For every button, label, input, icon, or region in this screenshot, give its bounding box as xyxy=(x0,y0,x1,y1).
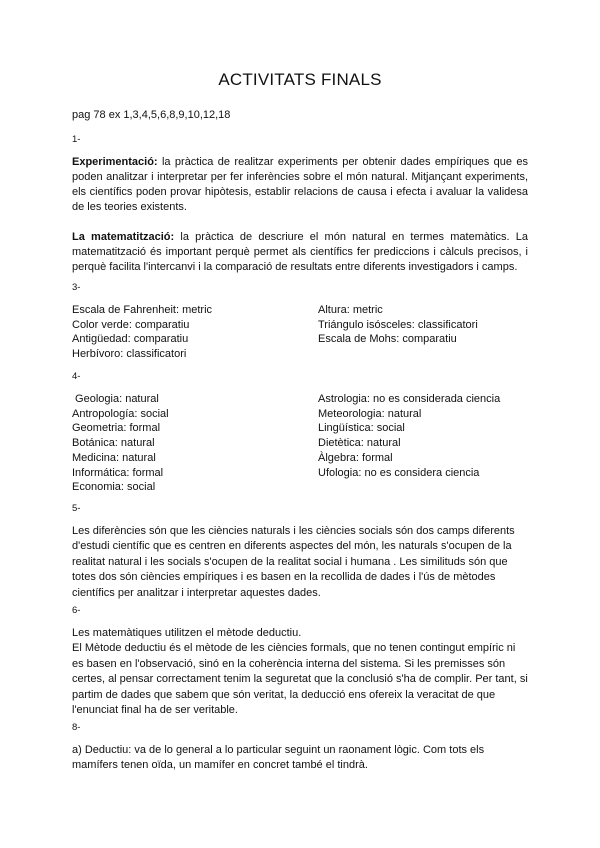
exercise-8-number: 8- xyxy=(72,721,81,733)
list-item: Geometria: formal xyxy=(72,422,161,435)
list-item: Escala de Mohs: comparatiu xyxy=(318,333,457,346)
experimentacio-text: la pràctica de realitzar experiments per obtenir dades empíriques que es poden analitzar i interpretar per fer inferències sobre el món natural. Mitjançant experiments, els científics poden provar hipòtesis, establir relacions de causa i efecta i avaluar la validesa de les teories existents. xyxy=(72,156,528,213)
matematitzacio-text: la pràctica de descriure el món natural en termes matemàtics. La matematització és important perquè permet als científics fer prediccions i càlculs precisos, i perquè facilita l'intercanvi i la comparació de resultats entre diferents investigadors i camps. xyxy=(72,231,528,273)
list-item: Color verde: comparatiu xyxy=(72,318,190,331)
page-title: ACTIVITATS FINALS xyxy=(218,70,382,89)
exercise-6-intro: Les matemàtiques utilitzen el mètode deductiu. xyxy=(72,627,302,639)
list-item: Lingüística: social xyxy=(318,422,405,435)
table-row xyxy=(72,407,528,422)
exercise-1 xyxy=(72,108,528,275)
table-row xyxy=(72,392,528,407)
table-row xyxy=(72,451,528,466)
page-reference: pag 78 ex 1,3,4,5,6,8,9,10,12,18 xyxy=(72,109,231,121)
exercise-8-text: a) Deductiu: va de lo general a lo particular seguint un raonament lògic. Com tots els mamífers tenen oïda, un mamífer en concret també el tindrà. xyxy=(72,744,485,772)
list-item: Herbívoro: classificatori xyxy=(72,348,187,361)
list-item: Altura: metric xyxy=(318,304,383,316)
table-row xyxy=(72,303,528,318)
matematitzacio-term: La matematització: xyxy=(72,231,175,243)
list-item: Triángulo isósceles: classificatori xyxy=(318,318,478,331)
exercise-3-number: 3- xyxy=(72,281,81,293)
list-item: Economia: social xyxy=(72,481,156,494)
exercise-1-number: 1- xyxy=(72,133,81,145)
list-item: Informática: formal xyxy=(72,466,164,479)
table-row xyxy=(72,436,528,451)
exercise-6-text: El Mètode deductiu és el mètode de les ciències formals, que no tenen contingut empíric ni es basen en l'observació, sinó en la coherència interna del sistema. Si les premisses són certes, al pensar correctament tenim la seguretat que la conclusió s'ha de complir. Per tant, si partim de dades que sabem que són veritat, la deducció ens ofereix la veracitat de que l'enunciat final ha de ser veritable. xyxy=(72,642,528,717)
list-item: Ufologia: no es considera ciencia xyxy=(318,466,480,479)
experimentacio-term: Experimentació: xyxy=(72,156,158,168)
table-row xyxy=(72,421,528,436)
list-item: Àlgebra: formal xyxy=(318,451,393,464)
exercise-5 xyxy=(72,492,528,601)
exercise-6 xyxy=(72,594,528,718)
table-row xyxy=(72,318,528,333)
exercise-6-number: 6- xyxy=(72,604,81,616)
list-item: Meteorologia: natural xyxy=(318,407,422,420)
experimentacio-paragraph xyxy=(72,155,528,215)
exercise-3 xyxy=(72,271,528,362)
list-item: Antigüedad: comparatiu xyxy=(72,333,189,346)
list-item: Escala de Fahrenheit: metric xyxy=(72,304,213,316)
exercise-4 xyxy=(72,360,528,495)
exercise-5-number: 5- xyxy=(72,502,81,514)
exercise-5-text: Les diferències són que les ciències naturals i les ciències socials són dos camps diferents d'estudi científic que es centren en diferents aspectes del món, les naturals s'ocupen de la realitat natural i les socials s'ocupen de la realitat social i humana . Les similituds són que totes dos són ciències empíriques i es basen en la recollida de dades i l'ús de mètodes científics per analitzar i interpretar aquestes dades. xyxy=(72,525,515,599)
list-item: Dietètica: natural xyxy=(318,437,401,450)
list-item: Antropología: social xyxy=(72,407,169,420)
list-item: Medicina: natural xyxy=(72,451,156,464)
matematitzacio-paragraph xyxy=(72,230,528,275)
list-item: Botánica: natural xyxy=(72,437,155,450)
exercise-8 xyxy=(72,711,528,774)
table-row xyxy=(72,466,528,481)
table-row xyxy=(72,332,528,347)
list-item: Geologia: natural xyxy=(72,393,159,405)
list-item: Astrologia: no es considerada ciencia xyxy=(318,393,501,405)
exercise-4-number: 4- xyxy=(72,370,81,382)
